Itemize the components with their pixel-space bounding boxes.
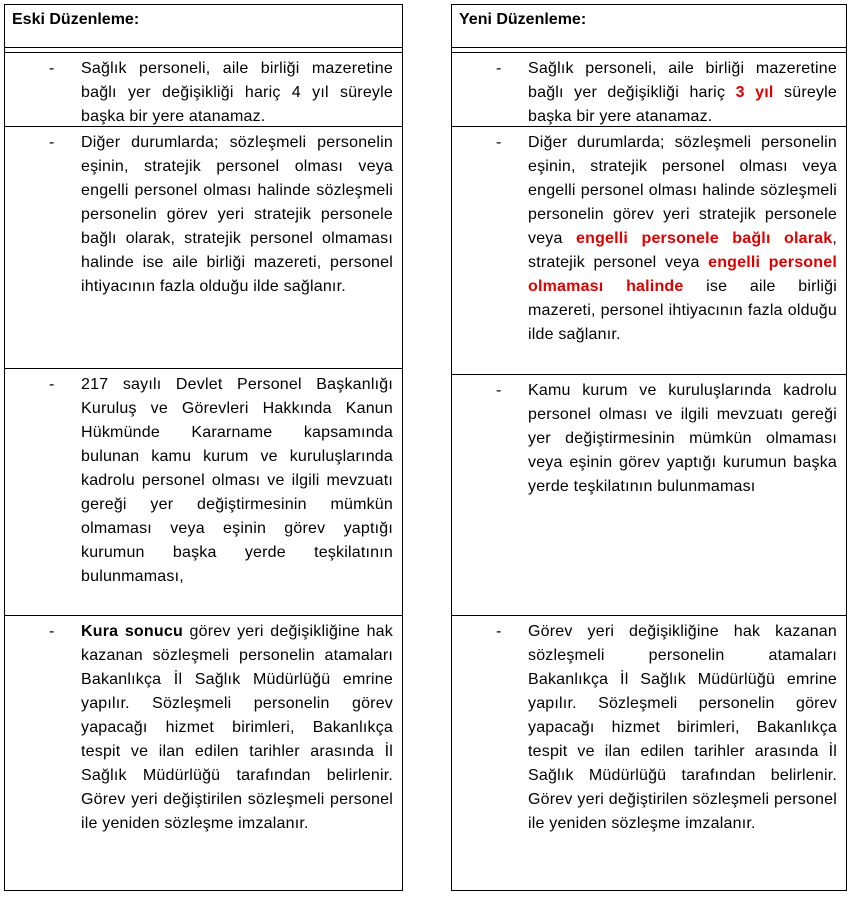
new-row-2-text [528, 131, 837, 347]
new-row-2-part2: , stratejik personel veya [528, 230, 837, 271]
old-row-1 [5, 53, 402, 127]
new-row-3-text: Kamu kurum ve kuruluşlarında kadrolu personel olması ve ilgili mevzuatı gereği yer değiştirmesinin mümkün olmaması veya eşinin görev yaptığı kurumun başka yerde teşkilatının bulunmaması [528, 382, 837, 495]
new-row-2 [452, 127, 846, 375]
old-row-4 [5, 616, 402, 891]
old-regulation-column [4, 4, 403, 891]
new-row-2-highlight-1: engelli personele bağlı olarak [576, 230, 833, 247]
bullet-dash: - [49, 623, 55, 640]
old-row-2 [5, 127, 402, 369]
new-row-3 [452, 375, 846, 616]
bullet-dash: - [496, 60, 502, 77]
new-row-1-part1: Sağlık personeli, aile birliği mazeretine bağlı yer değişikliği hariç [528, 60, 837, 101]
bullet-dash: - [496, 382, 502, 399]
new-row-1 [452, 53, 846, 127]
old-row-4-text [81, 620, 393, 836]
bullet-dash: - [496, 134, 502, 151]
new-row-2-part1: Diğer durumlarda; sözleşmeli personelin eşinin, stratejik personel olması veya engelli personel olması halinde sözleşmeli personelin görev yeri stratejik personele veya [528, 134, 837, 247]
old-row-3-text: 217 sayılı Devlet Personel Başkanlığı Kuruluş ve Görevleri Hakkında Kanun Hükmünde Kararname kapsamında bulunan kamu kurum ve kuruluşlarında kadrolu personel olması ve ilgili mevzuatı gereği yer değiştirmesinin mümkün olmaması veya eşinin görev yaptığı kurumun başka yerde teşkilatının bulunmaması, [81, 376, 393, 585]
new-row-2-highlight-2: engelli personel olmaması halinde [528, 254, 837, 295]
bullet-dash: - [49, 134, 55, 151]
new-row-1-part2: süreyle başka bir yere atanamaz. [528, 84, 837, 125]
old-row-2-text: Diğer durumlarda; sözleşmeli personelin eşinin, stratejik personel olması veya engelli personel olması halinde sözleşmeli personelin görev yeri stratejik personele bağlı olarak, stratejik personel olmaması halinde ise aile birliği mazereti, personel ihtiyacının fazla olduğu ilde sağlanır. [81, 134, 393, 295]
old-regulation-header: Eski Düzenleme: [5, 4, 402, 48]
bullet-dash: - [49, 60, 55, 77]
new-row-1-text [528, 57, 837, 129]
old-row-1-text: Sağlık personeli, aile birliği mazeretine bağlı yer değişikliği hariç 4 yıl süreyle başka bir yere atanamaz. [81, 60, 393, 125]
new-row-2-part3: ise aile birliği mazereti, personel ihtiyacının fazla olduğu ilde sağlanır. [528, 278, 837, 343]
new-row-1-highlight: 3 yıl [735, 84, 774, 101]
bullet-dash: - [496, 623, 502, 640]
new-row-4 [452, 616, 846, 891]
new-row-4-text: Görev yeri değişikliğine hak kazanan sözleşmeli personelin atamaları Bakanlıkça İl Sağlık Müdürlüğü emrine yapılır. Sözleşmeli personelin görev yapacağı hizmet birimleri, Bakanlıkça tespit ve ilan edilen tarihler arasında İl Sağlık Müdürlüğü tarafından belirlenir. Görev yeri değiştirilen sözleşmeli personel ile yeniden sözleşme imzalanır. [528, 623, 837, 832]
old-row-3 [5, 369, 402, 616]
old-row-4-bold: Kura sonucu [81, 623, 183, 640]
old-row-4-rest: görev yeri değişikliğine hak kazanan sözleşmeli personelin atamaları Bakanlıkça İl Sağlık Müdürlüğü emrine yapılır. Sözleşmeli personelin görev yapacağı hizmet birimleri, Bakanlıkça tespit ve ilan edilen tarihler arasında İl Sağlık Müdürlüğü tarafından belirlenir. Görev yeri değiştirilen sözleşmeli personel ile yeniden sözleşme imzalanır. [81, 623, 393, 832]
new-regulation-header: Yeni Düzenleme: [452, 4, 846, 48]
bullet-dash: - [49, 376, 55, 393]
new-regulation-column [451, 4, 847, 891]
